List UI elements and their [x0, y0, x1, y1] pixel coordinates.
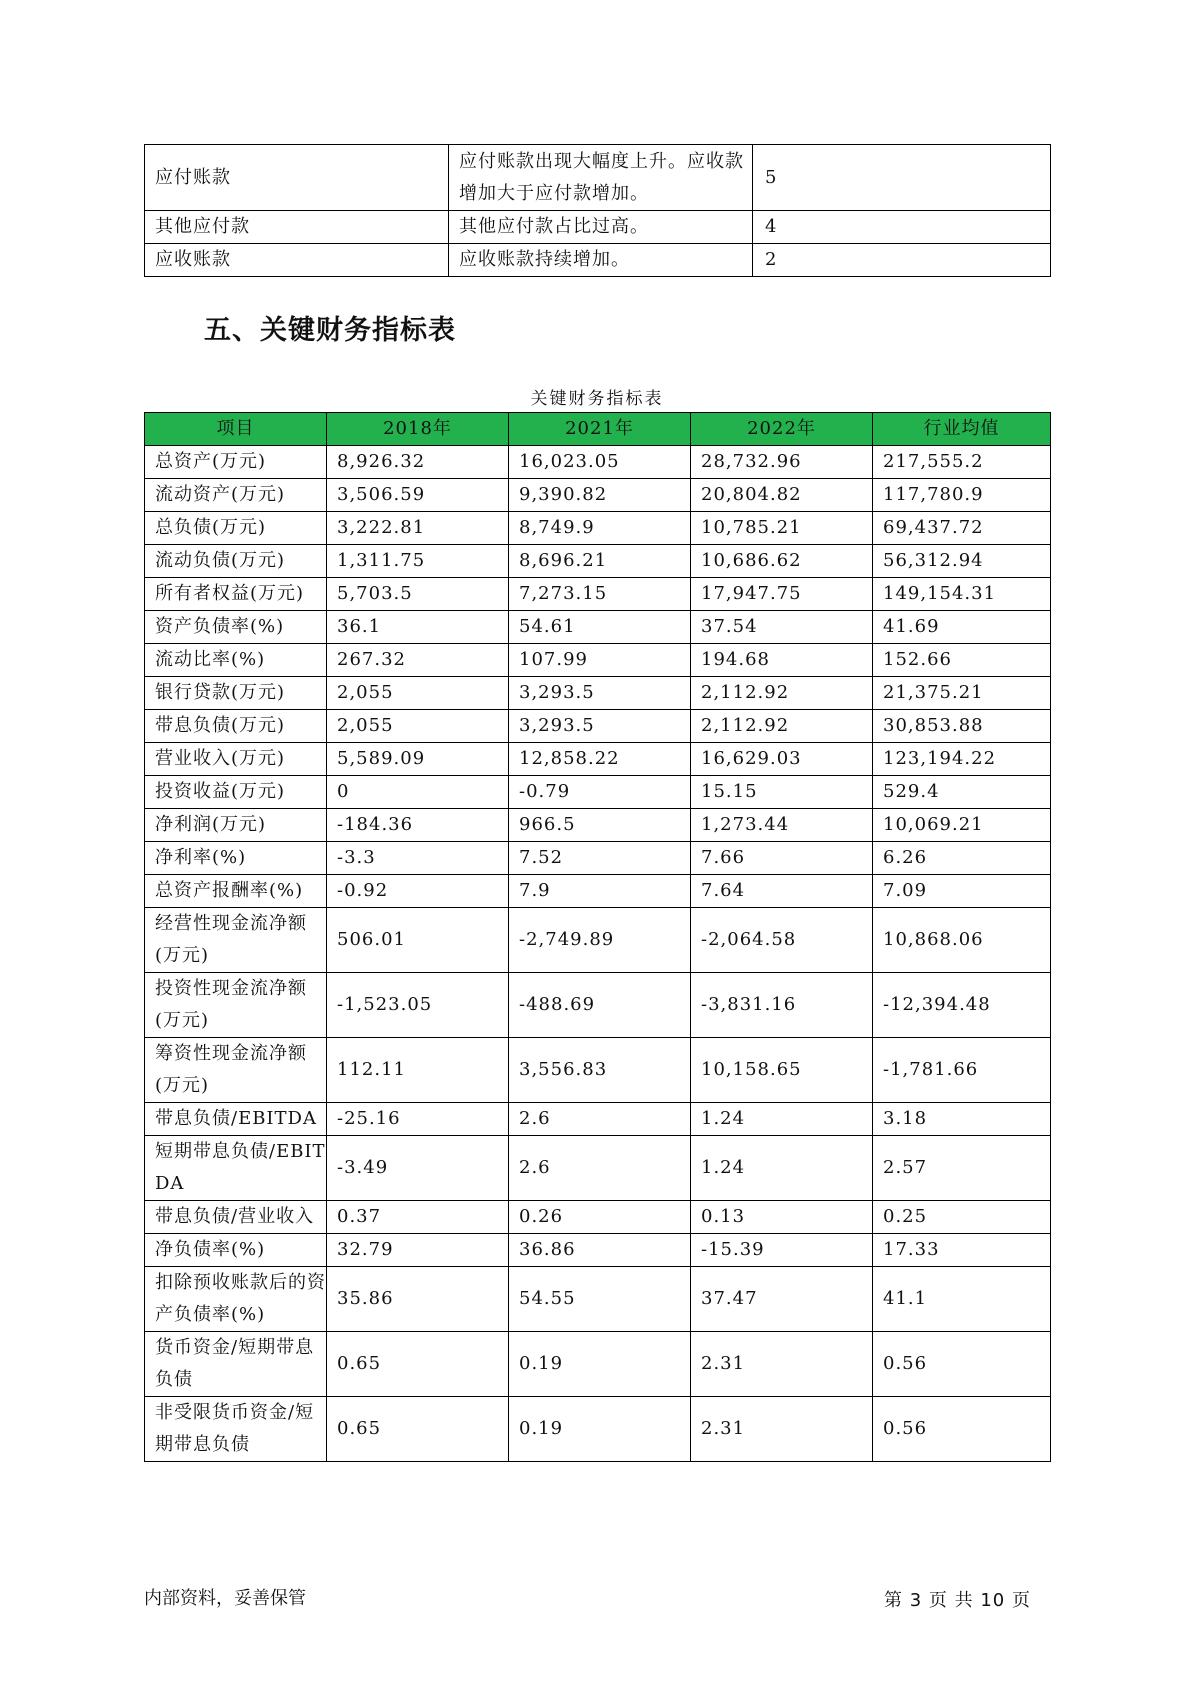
indicator-value: 152.66 [873, 644, 1051, 677]
indicator-label: 投资收益(万元) [145, 776, 327, 809]
table-row [145, 1234, 1051, 1267]
indicator-value: -1,781.66 [873, 1038, 1051, 1103]
indicator-value: -2,749.89 [509, 908, 691, 973]
risk-item-description: 应付账款出现大幅度上升。应收款增加大于应付款增加。 [449, 145, 753, 211]
indicator-value: 17.33 [873, 1234, 1051, 1267]
table-row [145, 973, 1051, 1038]
indicator-value: -2,064.58 [691, 908, 873, 973]
indicator-label: 资产负债率(%) [145, 611, 327, 644]
indicator-value: 107.99 [509, 644, 691, 677]
page-number: 第 3 页 共 10 页 [884, 1590, 1031, 1611]
indicator-label: 扣除预收账款后的资产负债率(%) [145, 1267, 327, 1332]
indicator-value: 966.5 [509, 809, 691, 842]
table-row [145, 1103, 1051, 1136]
key-financial-indicators-table [144, 412, 1051, 1462]
indicator-value: -3.3 [327, 842, 509, 875]
table-row [145, 908, 1051, 973]
risk-item-score: 2 [753, 244, 1051, 277]
indicator-value: 12,858.22 [509, 743, 691, 776]
indicator-label: 非受限货币资金/短期带息负债 [145, 1397, 327, 1462]
indicator-value: 10,785.21 [691, 512, 873, 545]
indicator-value: -488.69 [509, 973, 691, 1038]
indicator-label: 所有者权益(万元) [145, 578, 327, 611]
table-row [145, 145, 1051, 211]
indicator-label: 流动资产(万元) [145, 479, 327, 512]
indicator-value: 36.1 [327, 611, 509, 644]
indicator-value: 7.64 [691, 875, 873, 908]
indicator-value: -0.79 [509, 776, 691, 809]
indicator-label: 短期带息负债/EBITDA [145, 1136, 327, 1201]
risk-item-name: 应付账款 [145, 145, 449, 211]
indicator-value: -12,394.48 [873, 973, 1051, 1038]
indicator-value: 21,375.21 [873, 677, 1051, 710]
table-row [145, 446, 1051, 479]
indicator-value: 0.56 [873, 1397, 1051, 1462]
indicator-value: 41.69 [873, 611, 1051, 644]
indicator-value: -1,523.05 [327, 973, 509, 1038]
indicator-value: 0.13 [691, 1201, 873, 1234]
indicator-value: 36.86 [509, 1234, 691, 1267]
table-row [145, 244, 1051, 277]
indicator-value: 10,868.06 [873, 908, 1051, 973]
risk-item-name: 应收账款 [145, 244, 449, 277]
footer-confidential-note: 内部资料，妥善保管 [144, 1588, 306, 1609]
risk-item-name: 其他应付款 [145, 211, 449, 244]
indicator-value: 1,311.75 [327, 545, 509, 578]
table-row [145, 578, 1051, 611]
table-caption: 关键财务指标表 [530, 389, 664, 409]
indicator-value: 8,696.21 [509, 545, 691, 578]
indicator-value: 32.79 [327, 1234, 509, 1267]
indicator-value: 3,293.5 [509, 710, 691, 743]
indicator-value: 0.19 [509, 1397, 691, 1462]
indicator-value: 20,804.82 [691, 479, 873, 512]
indicator-label: 经营性现金流净额(万元) [145, 908, 327, 973]
indicator-label: 流动比率(%) [145, 644, 327, 677]
indicator-label: 营业收入(万元) [145, 743, 327, 776]
table-row [145, 776, 1051, 809]
risk-item-description: 其他应付款占比过高。 [449, 211, 753, 244]
indicator-value: 2.31 [691, 1397, 873, 1462]
section-heading: 五、关键财务指标表 [204, 315, 456, 346]
indicator-value: 529.4 [873, 776, 1051, 809]
indicator-value: 5,589.09 [327, 743, 509, 776]
table-row [145, 1397, 1051, 1462]
indicator-value: 15.15 [691, 776, 873, 809]
table-row [145, 211, 1051, 244]
table-row [145, 611, 1051, 644]
indicator-value: 9,390.82 [509, 479, 691, 512]
indicator-value: 123,194.22 [873, 743, 1051, 776]
indicator-label: 投资性现金流净额(万元) [145, 973, 327, 1038]
indicator-value: -3.49 [327, 1136, 509, 1201]
risk-item-score: 5 [753, 145, 1051, 211]
indicator-value: 1,273.44 [691, 809, 873, 842]
indicator-value: 3.18 [873, 1103, 1051, 1136]
indicator-value: 56,312.94 [873, 545, 1051, 578]
indicator-value: -184.36 [327, 809, 509, 842]
indicator-value: 10,069.21 [873, 809, 1051, 842]
indicator-value: 69,437.72 [873, 512, 1051, 545]
table-row [145, 875, 1051, 908]
table-row [145, 1038, 1051, 1103]
indicator-value: -0.92 [327, 875, 509, 908]
table-row [145, 809, 1051, 842]
indicator-value: 2,055 [327, 677, 509, 710]
table-body [145, 446, 1051, 1462]
indicator-value: 3,222.81 [327, 512, 509, 545]
indicator-label: 带息负债(万元) [145, 710, 327, 743]
indicator-value: 2.6 [509, 1136, 691, 1201]
indicator-value: 267.32 [327, 644, 509, 677]
indicator-value: 17,947.75 [691, 578, 873, 611]
indicator-value: 0.65 [327, 1332, 509, 1397]
indicator-label: 净利率(%) [145, 842, 327, 875]
indicator-label: 流动负债(万元) [145, 545, 327, 578]
indicator-value: 10,686.62 [691, 545, 873, 578]
table-row [145, 1136, 1051, 1201]
indicator-value: 112.11 [327, 1038, 509, 1103]
indicator-value: 0 [327, 776, 509, 809]
indicator-label: 总负债(万元) [145, 512, 327, 545]
indicator-label: 带息负债/营业收入 [145, 1201, 327, 1234]
header-cell: 项目 [145, 413, 327, 446]
indicator-value: 506.01 [327, 908, 509, 973]
indicator-value: 0.19 [509, 1332, 691, 1397]
indicator-label: 银行贷款(万元) [145, 677, 327, 710]
header-cell: 2021年 [509, 413, 691, 446]
indicator-value: 2.57 [873, 1136, 1051, 1201]
indicator-value: 117,780.9 [873, 479, 1051, 512]
indicator-value: 28,732.96 [691, 446, 873, 479]
risk-items-table [144, 144, 1051, 277]
table-row [145, 479, 1051, 512]
indicator-value: 2,112.92 [691, 710, 873, 743]
indicator-label: 总资产(万元) [145, 446, 327, 479]
indicator-value: 0.25 [873, 1201, 1051, 1234]
table-row [145, 545, 1051, 578]
indicator-value: 0.37 [327, 1201, 509, 1234]
indicator-value: 16,629.03 [691, 743, 873, 776]
indicator-value: 217,555.2 [873, 446, 1051, 479]
header-cell: 2022年 [691, 413, 873, 446]
indicator-value: 10,158.65 [691, 1038, 873, 1103]
indicator-value: 5,703.5 [327, 578, 509, 611]
table-row [145, 1201, 1051, 1234]
indicator-value: -15.39 [691, 1234, 873, 1267]
indicator-value: 7.66 [691, 842, 873, 875]
indicator-value: 37.54 [691, 611, 873, 644]
header-cell: 行业均值 [873, 413, 1051, 446]
table-row [145, 1267, 1051, 1332]
risk-item-description: 应收账款持续增加。 [449, 244, 753, 277]
indicator-value: 6.26 [873, 842, 1051, 875]
indicator-value: 0.65 [327, 1397, 509, 1462]
indicator-value: 1.24 [691, 1103, 873, 1136]
table-row [145, 512, 1051, 545]
indicator-value: 149,154.31 [873, 578, 1051, 611]
indicator-value: 7.52 [509, 842, 691, 875]
indicator-label: 总资产报酬率(%) [145, 875, 327, 908]
indicator-value: 30,853.88 [873, 710, 1051, 743]
indicator-value: 2,112.92 [691, 677, 873, 710]
table-row [145, 743, 1051, 776]
indicator-value: 54.61 [509, 611, 691, 644]
table-row [145, 1332, 1051, 1397]
indicator-value: 3,556.83 [509, 1038, 691, 1103]
indicator-value: 16,023.05 [509, 446, 691, 479]
risk-item-score: 4 [753, 211, 1051, 244]
indicator-value: 7,273.15 [509, 578, 691, 611]
indicator-value: 7.09 [873, 875, 1051, 908]
indicator-value: 37.47 [691, 1267, 873, 1332]
table-row [145, 842, 1051, 875]
indicator-label: 带息负债/EBITDA [145, 1103, 327, 1136]
header-cell: 2018年 [327, 413, 509, 446]
indicator-label: 净负债率(%) [145, 1234, 327, 1267]
indicator-value: 0.26 [509, 1201, 691, 1234]
table-header-row [145, 413, 1051, 446]
indicator-value: -25.16 [327, 1103, 509, 1136]
indicator-value: 3,293.5 [509, 677, 691, 710]
indicator-value: 2.6 [509, 1103, 691, 1136]
indicator-value: 41.1 [873, 1267, 1051, 1332]
indicator-value: 54.55 [509, 1267, 691, 1332]
indicator-value: 3,506.59 [327, 479, 509, 512]
indicator-value: 8,926.32 [327, 446, 509, 479]
table-row [145, 710, 1051, 743]
indicator-value: 2,055 [327, 710, 509, 743]
indicator-label: 货币资金/短期带息负债 [145, 1332, 327, 1397]
indicator-value: 1.24 [691, 1136, 873, 1201]
table-row [145, 677, 1051, 710]
indicator-value: -3,831.16 [691, 973, 873, 1038]
indicator-value: 0.56 [873, 1332, 1051, 1397]
indicator-value: 194.68 [691, 644, 873, 677]
indicator-value: 35.86 [327, 1267, 509, 1332]
indicator-label: 净利润(万元) [145, 809, 327, 842]
indicator-value: 7.9 [509, 875, 691, 908]
indicator-value: 8,749.9 [509, 512, 691, 545]
table-row [145, 644, 1051, 677]
indicator-label: 筹资性现金流净额(万元) [145, 1038, 327, 1103]
indicator-value: 2.31 [691, 1332, 873, 1397]
